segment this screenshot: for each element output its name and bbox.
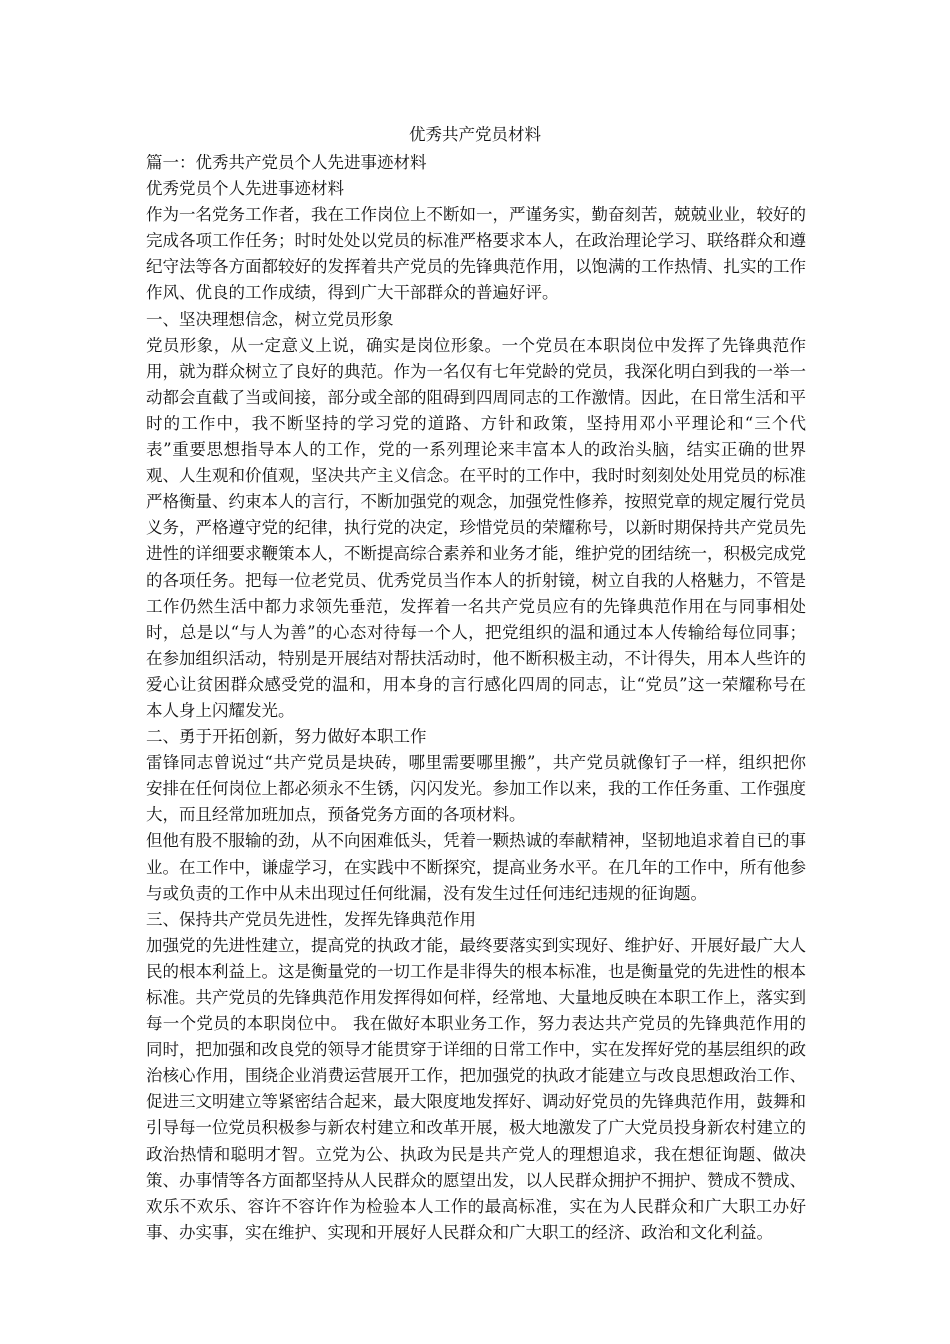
intro-paragraph: 作为一名党务工作者，我在工作岗位上不断如一，严谨务实，勤奋刻苦，兢兢业业，较好的完成各项工作任务；时时处处以党员的标准严格要求本人，在政治理论学习、联络群众和遵纪守法等各方面都较好的发挥着共产党员的先锋典范作用，以饱满的工作热情、扎实的工作作风、优良的工作成绩，得到广大干部群众的普遍好评。 <box>146 205 806 303</box>
section-heading-part1: 篇一：优秀共产党员个人先进事迹材料 <box>146 153 427 172</box>
paragraph-2b: 但他有股不服输的劲，从不向困难低头，凭着一颗热诚的奉献精神，坚韧地追求着自已的事业。在工作中，谦虚学习，在实践中不断探究，提高业务水平。在几年的工作中，所有他参与或负责的工作中从未出现过任何纰漏，没有发生过任何违纪违规的征询题。 <box>146 831 806 903</box>
section-heading-1: 一、坚决理想信念，树立党员形象 <box>146 309 394 329</box>
section-heading-3: 三、保持共产党员先进性，发挥先锋典范作用 <box>146 909 476 929</box>
section-subheading: 优秀党员个人先进事迹材料 <box>146 179 344 199</box>
paragraph-3: 加强党的先进性建立，提高党的执政才能，最终要落实到实现好、维护好、开展好最广大人民的根本利益上。这是衡量党的一切工作是非得失的根本标准，也是衡量党的先进性的根本标准。共产党员的先锋典范作用发挥得如何样，经常地、大量地反映在本职工作上，落实到每一个党员的本职岗位中。 我在做好本职业务工作，努力表达共产党员的先锋典范作用的同时，把加强和改良党的领导才能贯穿于详细的日常工作中，实在发挥好党的基层组织的政治核心作用，围绕企业消费运营展开工作，把加强党的执政才能建立与改良思想政治工作、促进三文明建立等紧密结合起来，最大限度地发挥好、调动好党员的先锋典范作用，鼓舞和引导每一位党员积极参与新农村建立和改革开展，极大地激发了广大党员投身新农村建立的政治热情和聪明才智。立党为公、执政为民是共产党人的理想追求，我在想征询题、做决策、办事情等各方面都坚持从人民群众的愿望出发，以人民群众拥护不拥护、赞成不赞成、欢乐不欢乐、容许不容许作为检验本人工作的最高标准，实在为人民群众和广大职工办好事、办实事，实在维护、实现和开展好人民群众和广大职工的经济、政治和文化利益。 <box>146 935 806 1242</box>
section-heading-2: 二、勇于开拓创新，努力做好本职工作 <box>146 727 427 747</box>
document-title: 优秀共产党员材料 <box>409 125 541 144</box>
document-body <box>146 150 806 1246</box>
paragraph-1: 党员形象，从一定意义上说，确实是岗位形象。一个党员在本职岗位中发挥了先锋典范作用，就为群众树立了良好的典范。作为一名仅有七年党龄的党员，我深化明白到我的一举一动都会直截了当或间接，部分或全部的阻碍到四周同志的工作激情。因此，在日常生活和平时的工作中，我不断坚持的学习党的道路、方针和政策，坚持用邓小平理论和“三个代表”重要思想指导本人的工作，党的一系列理论来丰富本人的政治头脑，结实正确的世界观、人生观和价值观，坚决共产主义信念。在平时的工作中，我时时刻刻处处用党员的标准严格衡量、约束本人的言行，不断加强党的观念，加强党性修养，按照党章的规定履行党员义务，严格遵守党的纪律，执行党的决定，珍惜党员的荣耀称号，以新时期保持共产党员先进性的详细要求鞭策本人，不断提高综合素养和业务才能，维护党的团结统一，积极完成党的各项任务。把每一位老党员、优秀党员当作本人的折射镜，树立自我的人格魅力，不管是工作仍然生活中都力求领先垂范，发挥着一名共产党员应有的先锋典范作用在与同事相处时，总是以“与人为善”的心态对待每一个人，把党组织的温和通过本人传输给每位同事；在参加组织活动，特别是开展结对帮扶活动时，他不断积极主动，不计得失，用本人些许的爱心让贫困群众感受党的温和，用本身的言行感化四周的同志，让“党员”这一荣耀称号在本人身上闪耀发光。 <box>146 335 806 720</box>
paragraph-2a: 雷锋同志曾说过“共产党员是块砖，哪里需要哪里搬”，共产党员就像钉子一样，组织把你安排在任何岗位上都必须永不生锈，闪闪发光。参加工作以来，我的工作任务重、工作强度大，而且经常加班加点，预备党务方面的各项材料。 <box>146 753 806 825</box>
